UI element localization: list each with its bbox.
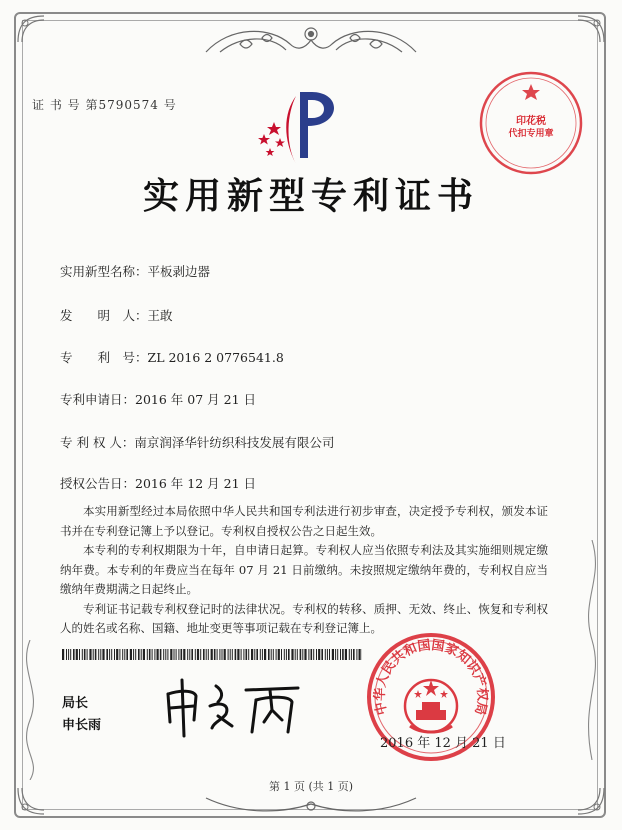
barcode-bar	[79, 649, 80, 660]
corner-ornament-tr	[576, 14, 606, 44]
barcode-bar	[237, 649, 239, 660]
body-paragraph-2: 本专利的专利权期限为十年，自申请日起算。专利权人应当依照专利法及其实施细则规定缴纳年费。本专利的年费应当在每年 07 月 21 日前缴纳。未按照规定缴纳年费的，专利权自应当缴纳年费期满之日起终止。	[60, 543, 548, 596]
barcode-bar	[264, 649, 266, 660]
barcode-bar	[191, 649, 193, 660]
barcode-bar	[109, 649, 110, 660]
certificate-body	[60, 502, 548, 639]
handwritten-signature	[160, 676, 310, 738]
barcode-bar	[248, 649, 249, 660]
body-paragraph-3: 专利证书记载专利权登记时的法律状况。专利权的转移、质押、无效、终止、恢复和专利权人的姓名或名称、国籍、地址变更等事项记载在专利登记簿上。	[60, 601, 548, 635]
barcode-bar	[359, 649, 361, 660]
barcode-bar	[278, 649, 280, 660]
barcode-bar	[200, 649, 201, 660]
barcode-bar	[214, 649, 216, 660]
barcode-bar	[224, 649, 226, 660]
seal-ring-text: 中华人民共和国国家知识产权局	[372, 638, 490, 717]
barcode-bar	[154, 649, 155, 660]
barcode-bar	[82, 649, 83, 660]
barcode-bar	[160, 649, 162, 660]
field-application-date	[60, 390, 256, 408]
barcode-bar	[340, 649, 341, 660]
field-label: 授权公告日：	[60, 476, 136, 491]
field-inventor	[60, 306, 173, 324]
barcode-bar	[149, 649, 151, 660]
barcode-bar	[62, 649, 64, 660]
barcode-bar	[291, 649, 293, 660]
barcode-bar	[116, 649, 118, 660]
director-name: 申长雨	[62, 718, 102, 733]
field-patent-number	[60, 348, 284, 366]
barcode-bar	[195, 649, 196, 660]
barcode-bar	[197, 649, 199, 660]
field-grant-date	[60, 474, 256, 492]
barcode-bar	[138, 649, 140, 660]
barcode-bar	[349, 649, 350, 660]
barcode-bar	[98, 649, 99, 660]
barcode-bar	[313, 649, 314, 660]
barcode-bar	[300, 649, 302, 660]
field-label: 专 利 权 人：	[60, 435, 135, 450]
barcode-bar	[68, 649, 69, 660]
field-label: 实用新型名称：	[60, 264, 148, 279]
barcode-bar	[321, 649, 323, 660]
barcode-bar	[241, 649, 242, 660]
field-label: 专利申请日：	[60, 392, 136, 407]
barcode-bar	[335, 649, 336, 660]
barcode-bar	[345, 649, 347, 660]
barcode-bar	[217, 649, 218, 660]
side-ornament-left	[18, 640, 42, 780]
body-paragraph-1: 本实用新型经过本局依照中华人民共和国专利法进行初步审查，决定授予专利权，颁发本证书并在专利登记簿上予以登记。专利权自授权公告之日起生效。	[60, 504, 548, 538]
barcode-bar	[119, 649, 120, 660]
barcode-bar	[106, 649, 108, 660]
barcode-bar	[230, 649, 231, 660]
field-value: 南京润泽华针纺织科技发展有限公司	[134, 435, 335, 450]
barcode-bar	[206, 649, 207, 660]
barcode-bar	[87, 649, 88, 660]
barcode-bar	[181, 649, 183, 660]
barcode-bar	[95, 649, 97, 660]
barcode-bar	[222, 649, 223, 660]
sipo-logo-icon	[256, 86, 340, 170]
director-title: 局长	[62, 696, 89, 711]
barcode-bar	[268, 649, 270, 660]
barcode-bar	[302, 649, 303, 660]
barcode-bar	[133, 649, 134, 660]
barcode-bar	[89, 649, 91, 660]
barcode-bar	[152, 649, 153, 660]
barcode-bar	[189, 649, 190, 660]
barcode-bar	[286, 649, 287, 660]
field-value: 2016 年 12 月 21 日	[135, 476, 257, 491]
barcode-bar	[228, 649, 229, 660]
barcode-bar	[135, 649, 136, 660]
barcode-bar	[130, 649, 132, 660]
barcode-bar	[70, 649, 71, 660]
barcode-bar	[167, 649, 168, 660]
barcode-bar	[304, 649, 306, 660]
barcode-bar	[281, 649, 282, 660]
barcode-bar	[93, 649, 94, 660]
barcode-bar	[251, 649, 253, 660]
barcode-bar	[276, 649, 277, 660]
certificate-number: 证 书 号 第5790574 号	[32, 98, 177, 112]
barcode-bar	[111, 649, 112, 660]
barcode-bar	[211, 649, 213, 660]
issue-date: 2016 年 12 月 21 日	[380, 736, 506, 751]
barcode-bar	[311, 649, 313, 660]
barcode-bar	[163, 649, 164, 660]
bottom-ornament	[200, 794, 422, 816]
page-footer: 第 1 页 (共 1 页)	[268, 780, 354, 793]
barcode-bar	[147, 649, 148, 660]
corner-ornament-tl	[16, 14, 46, 44]
barcode-bar	[76, 649, 78, 660]
barcode-bar	[243, 649, 244, 660]
barcode-bar	[288, 649, 290, 660]
barcode-bar	[165, 649, 166, 660]
barcode-bar	[232, 649, 233, 660]
barcode-bar	[337, 649, 338, 660]
barcode-bar	[235, 649, 237, 660]
barcode-bar	[183, 649, 185, 660]
field-value: 王敢	[147, 308, 173, 323]
field-label: 专 利 号：	[60, 350, 148, 365]
barcode-bar	[256, 649, 258, 660]
barcode-bar	[141, 649, 142, 660]
barcode-bar	[84, 649, 86, 660]
barcode-bar	[254, 649, 255, 660]
barcode-bar	[203, 649, 205, 660]
barcode-bar	[100, 649, 101, 660]
field-utility-model-name	[60, 262, 210, 280]
barcode-bar	[114, 649, 115, 660]
barcode-bar	[262, 649, 263, 660]
barcode-bar	[157, 649, 159, 660]
barcode-bar	[329, 649, 330, 660]
barcode-bar	[66, 649, 67, 660]
barcode-bar	[126, 649, 128, 660]
barcode-bar	[246, 649, 248, 660]
certificate-title: 实用新型专利证书	[142, 175, 479, 217]
barcode-bar	[318, 649, 320, 660]
field-label: 发 明 人：	[60, 308, 148, 323]
barcode-bar	[342, 649, 344, 660]
barcode-bar	[174, 649, 175, 660]
barcode-bar	[143, 649, 145, 660]
barcode-bar	[176, 649, 177, 660]
barcode-bar	[351, 649, 352, 660]
barcode-bar	[260, 649, 261, 660]
side-ornament-right	[580, 540, 604, 760]
barcode-bar	[353, 649, 355, 660]
barcode	[62, 649, 362, 660]
barcode-bar	[271, 649, 272, 660]
field-value: ZL 2016 2 0776541.8	[147, 350, 284, 365]
barcode-bar	[327, 649, 328, 660]
barcode-bar	[178, 649, 179, 660]
field-patentee	[60, 433, 334, 451]
field-value: 平板剥边器	[147, 264, 211, 279]
tax-seal	[476, 68, 586, 178]
barcode-bar	[325, 649, 326, 660]
barcode-bar	[332, 649, 334, 660]
field-value: 2016 年 07 月 21 日	[135, 392, 257, 407]
barcode-bar	[316, 649, 317, 660]
barcode-bar	[284, 649, 285, 660]
barcode-bar	[124, 649, 125, 660]
barcode-bar	[122, 649, 123, 660]
barcode-bar	[170, 649, 172, 660]
barcode-bar	[102, 649, 104, 660]
barcode-bar	[297, 649, 298, 660]
barcode-bar	[295, 649, 296, 660]
barcode-bar	[73, 649, 75, 660]
barcode-bar	[356, 649, 357, 660]
barcode-bar	[219, 649, 220, 660]
barcode-bar	[187, 649, 188, 660]
barcode-bar	[208, 649, 209, 660]
barcode-bar	[308, 649, 309, 660]
national-emblem-icon	[405, 680, 457, 732]
top-ornament	[200, 22, 422, 62]
tax-seal-line-2: 代扣专用章	[508, 129, 554, 139]
barcode-bar	[273, 649, 274, 660]
tax-seal-line-1: 印花税	[516, 116, 546, 127]
